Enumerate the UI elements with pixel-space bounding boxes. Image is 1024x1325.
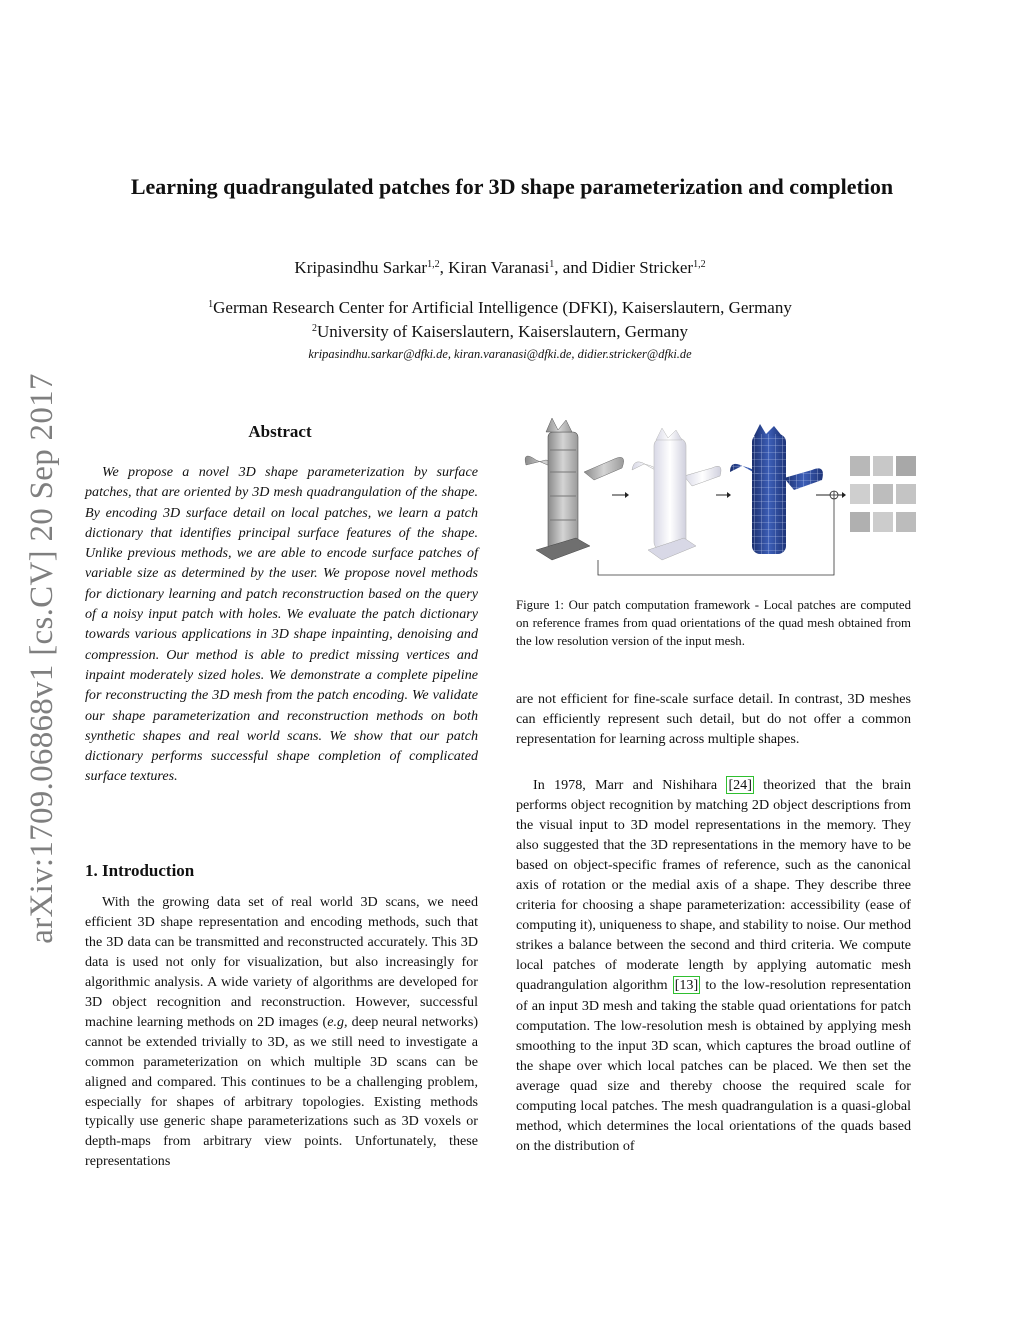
figure-1-pipeline (516, 410, 916, 585)
totem-quad-mesh (730, 424, 823, 554)
figure-1-caption: Figure 1: Our patch computation framework - Local patches are computed on reference frames from quad orientations of the quad mesh obtained from the low resolution version of the input mesh. (516, 598, 911, 648)
body-paragraph: are not efficient for fine-scale surface detail. In contrast, 3D meshes can efficiently represent such detail, but do not offer a common representation for learning across multiple shapes. (516, 691, 911, 747)
feedback-line (598, 499, 834, 575)
paragraph-text: theorized that the brain performs object recognition by matching 2D object descriptions from the visual input to 3D model representations in the memory. They also suggested that the 3D representations in the memory have to be based on object-specific frames of reference, such as the canonical axis of rotation or the medial axis of a shape. They describe three criteria for choosing a shape parameterization: accessibility (ease of computing it), uniqueness to shape, and stability to noise. Our method strikes a balance between the second and third criteria. We compute local patches of moderate length by applying automatic mesh quadrangulation algorithm (516, 777, 911, 994)
author-affil-sup: 1 (549, 259, 555, 270)
paragraph-text: In 1978, Marr and Nishihara (533, 777, 727, 793)
abstract-body: We propose a novel 3D shape parameterization by surface patches, that are oriented by 3D mesh quadrangulation of the shape. By encoding 3D surface detail on local patches, we learn a patch dictionary that identifies principal surface features of the shape. Unlike previous methods, we are able to encode surface patches of variable size as determined by the user. We propose novel methods for dictionary learning and patch reconstruction based on the query of a noisy input patch with holes. We evaluate the patch dictionary towards various applications in 3D shape inpainting, denoising and compression. Our method is able to predict missing vertices and inpaint moderately sized holes. We demonstrate a complete pipeline for reconstructing the 3D mesh from the patch encoding. We validate our shape parameterization and reconstruction methods on both synthetic shapes and real world scans. We show that our patch dictionary performs successful shape completion of complicated surface textures. (85, 464, 478, 785)
author-separator: , and (554, 258, 592, 277)
affiliation-text: German Research Center for Artificial Intelligence (DFKI), Kaiserslautern, Germany (213, 298, 792, 317)
author-name: Kripasindhu Sarkar (294, 258, 428, 277)
author-separator: , (439, 258, 449, 277)
author-affil-sup: 1,2 (427, 259, 440, 270)
affiliation (60, 296, 940, 320)
paragraph-text: to the low-resolution representation of an input 3D mesh and taking the stable quad orientations for patch computation. The low-resolution mesh is obtained by applying mesh smoothing to the input 3D scan, which captures the broad outline of the shape over which local patches can be placed. We then set the average quad size and thereby choose the required scale for computing local patches. The mesh quadrangulation is a quasi-global method, which determines the local orientations of the quads based on the distribution of (516, 977, 911, 1154)
body-paragraph (516, 775, 911, 1156)
author-name: Didier Stricker (591, 258, 694, 277)
section-heading-introduction: 1. Introduction (85, 861, 195, 880)
totem-scan-mesh (525, 418, 624, 560)
author-name: Kiran Varanasi (448, 258, 550, 277)
author-list (60, 256, 940, 280)
paragraph-text: With the growing data set of real world 3D scans, we need efficient 3D shape representation and encoding methods, such that the 3D data can be transmitted and reconstructed accurately. This 3D data is used not only for visualization, but also increasingly for algorithmic analysis. A wide variety of algorithms are developed for 3D object recognition and reconstruction. However, successful machine learning methods on 2D images ( (85, 894, 478, 1030)
arxiv-stamp (12, 368, 72, 948)
arrow-head-icon (842, 492, 846, 498)
affiliation-sup: 1 (208, 299, 214, 310)
author-emails: kripasindhu.sarkar@dfki.de, kiran.varanasi@dfki.de, didier.stricker@dfki.de (308, 347, 692, 361)
author-affil-sup: 1,2 (693, 259, 706, 270)
affiliation-sup: 2 (311, 323, 317, 334)
paragraph-text: deep neural networks) cannot be extended trivially to 3D, as we still need to investigate a common parameterization on which multiple 3D scans can be aligned and compared. This continues to be a challenging problem, especially for shapes of arbitrary topologies. Existing methods typically use generic shape parameterizations such as 3D voxels or depth-maps from arbitrary view points. Unfortunately, these representations (85, 1013, 479, 1170)
abstract-heading: Abstract (248, 422, 312, 441)
patch-dictionary-grid (850, 456, 916, 532)
citation-link[interactable]: [13] (674, 977, 699, 994)
arrow-head-icon (727, 492, 731, 498)
paragraph-italic-text: e.g, (327, 1013, 348, 1030)
affiliation-text: University of Kaiserslautern, Kaiserslautern, Germany (316, 322, 689, 341)
citation-link[interactable]: [24] (728, 777, 752, 793)
paper-title: Learning quadrangulated patches for 3D shape parameterization and completion (130, 174, 894, 199)
arxiv-stamp-text: arXiv:1709.06868v1 [cs.CV] 20 Sep 2017 (23, 372, 60, 944)
introduction-paragraph (85, 893, 478, 1172)
arrow-head-icon (625, 492, 629, 498)
combine-plus-icon (830, 491, 838, 499)
totem-smooth-mesh (632, 428, 721, 560)
affiliation (60, 320, 940, 344)
figure-1-graphic (516, 410, 916, 585)
